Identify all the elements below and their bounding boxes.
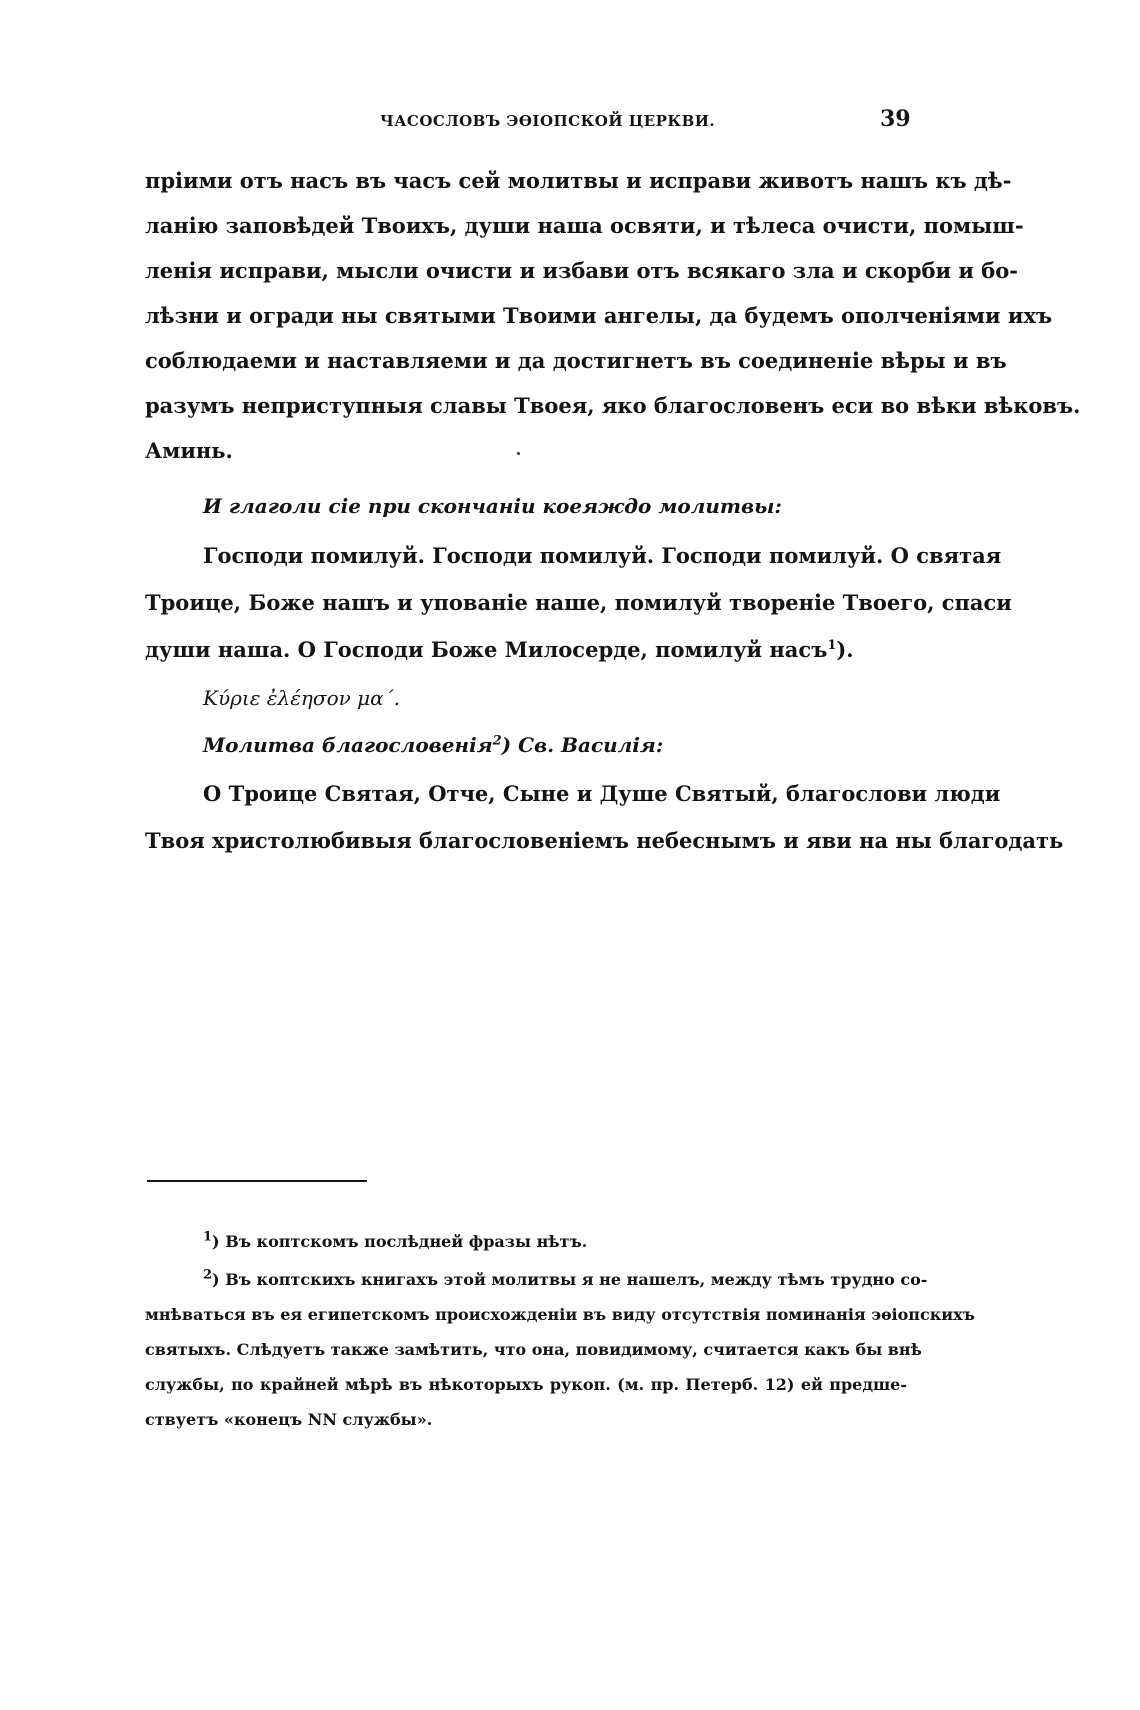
- body-line: соблюдаеми и наставляеми и да достигнетъ въ соединеніе вѣры и въ: [145, 348, 1007, 373]
- body-line: Господи помилуй. Господи помилуй. Господи помилуй. О святая: [203, 543, 1002, 568]
- body-line: ленія исправи, мысли очисти и избави отъ всякаго зла и скорби и бо-: [145, 258, 1018, 283]
- ink-speck: [517, 452, 520, 455]
- body-line: пріими отъ насъ въ часъ сей молитвы и исправи животъ нашъ къ дѣ-: [145, 168, 1012, 193]
- body-line: души наша. О Господи Боже Милосерде, помилуй насъ$^1$).: [145, 637, 854, 662]
- running-header: ЧАСОСЛОВЪ ЭѲІОПСКОЙ ЦЕРКВИ.: [380, 112, 716, 130]
- footnote-rule: [147, 1180, 367, 1182]
- body-line: Твоя христолюбивыя благословеніемъ небеснымъ и яви на ны благодать: [145, 828, 1064, 853]
- footnote-line: службы, по крайней мѣрѣ въ нѣкоторыхъ рукоп. (м. пр. Петерб. 12) ей предше-: [145, 1375, 907, 1394]
- footnote-line: $^1$) Въ коптскомъ послѣдней фразы нѣтъ.: [203, 1229, 588, 1251]
- body-line: ланію заповѣдей Твоихъ, души наша освяти, и тѣлеса очисти, помыш-: [145, 213, 1024, 238]
- body-line: Троице, Боже нашъ и упованіе наше, помилуй твореніе Твоего, спаси: [145, 590, 1012, 615]
- footnote-marker: 1: [827, 638, 837, 653]
- footnote-line: ствуетъ «конецъ NN службы».: [145, 1410, 433, 1429]
- greek-line: Κύριε ἐλέησον μα΄.: [203, 686, 400, 710]
- rubric: И глаголи сіе при скончаніи коеяждо молитвы:: [203, 494, 782, 518]
- rubric: Молитва благословенія$^2$) Св. Василія:: [203, 733, 664, 757]
- footnote-line: святыхъ. Слѣдуетъ также замѣтить, что она, повидимому, считается какъ бы внѣ: [145, 1340, 922, 1359]
- body-line: О Троице Святая, Отче, Сыне и Душе Святый, благослови люди: [203, 781, 1001, 806]
- footnote-line: $^2$) Въ коптскихъ книгахъ этой молитвы я не нашелъ, между тѣмъ трудно со-: [203, 1267, 928, 1289]
- footnote-marker: 2: [492, 733, 502, 749]
- footnote-line: мнѣваться въ ея египетскомъ происхожденіи въ виду отсутствія поминанія эѳіопскихъ: [145, 1305, 975, 1324]
- body-line: разумъ неприступныя славы Твоея, яко благословенъ еси во вѣки вѣковъ.: [145, 393, 1081, 418]
- body-line: лѣзни и огради ны святыми Твоими ангелы, да будемъ ополченіями ихъ: [145, 303, 1053, 328]
- body-line: Аминь.: [145, 438, 233, 463]
- page-number: 39: [880, 106, 911, 132]
